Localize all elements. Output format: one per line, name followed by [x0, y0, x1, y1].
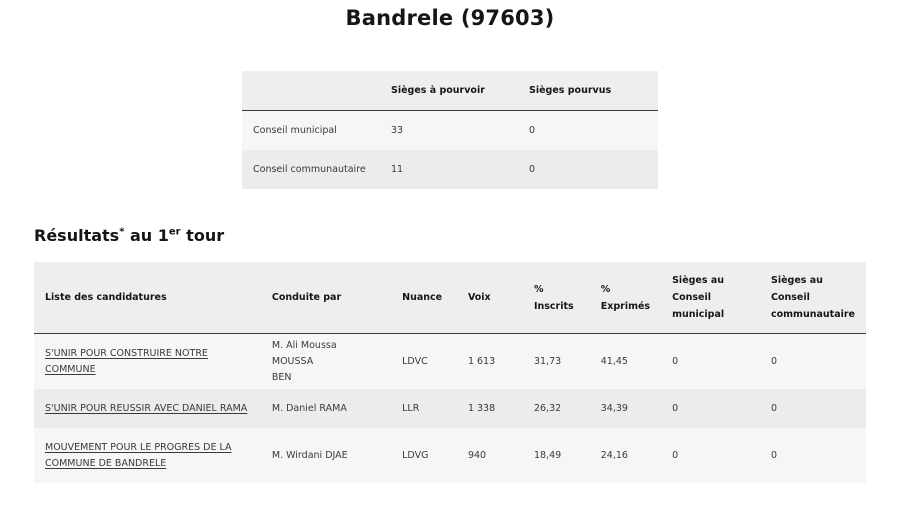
cell-seats-municipal: 0	[661, 389, 760, 428]
list-link[interactable]: S'UNIR POUR REUSSIR AVEC DANIEL RAMA	[45, 402, 248, 414]
header-list: Liste des candidatures	[34, 262, 261, 334]
page-title: Bandrele (97603)	[345, 6, 555, 30]
cell-nuance: LDVC	[391, 334, 457, 390]
cell-seats-communautaire: 0	[760, 389, 866, 428]
seats-cell-label: Conseil communautaire	[242, 150, 380, 189]
header-lead: Conduite par	[261, 262, 391, 334]
header-seats-communautaire	[760, 262, 866, 334]
cell-voix: 940	[457, 428, 523, 483]
header-seats-municipal	[661, 262, 760, 334]
header-cc-line1: Sièges au	[771, 275, 823, 286]
cell-exprimes: 24,16	[590, 428, 661, 483]
cell-nuance: LLR	[391, 389, 457, 428]
cell-lead: M. Wirdani DJAE	[261, 428, 391, 483]
header-voix: Voix	[457, 262, 523, 334]
header-cc-line3: communautaire	[771, 309, 855, 320]
list-link[interactable]	[45, 442, 232, 469]
seats-cell-label: Conseil municipal	[242, 111, 380, 151]
table-row	[34, 389, 866, 428]
cell-voix: 1 613	[457, 334, 523, 390]
results-heading	[34, 226, 224, 245]
cell-lead: M. Daniel RAMA	[261, 389, 391, 428]
lead-line2: BEN	[271, 371, 292, 383]
header-cc-line2: Conseil	[771, 292, 810, 303]
cell-nuance: LDVG	[391, 428, 457, 483]
results-header-row	[34, 262, 866, 334]
list-link-line1: MOUVEMENT POUR LE PROGRES DE LA	[45, 441, 232, 453]
cell-voix: 1 338	[457, 389, 523, 428]
results-heading-mid: au 1	[124, 226, 169, 245]
cell-seats-communautaire: 0	[760, 428, 866, 483]
cell-list	[34, 389, 261, 428]
seats-header-to-fill: Sièges à pourvoir	[380, 71, 518, 111]
results-heading-sup: er	[168, 226, 181, 238]
header-inscrits-line1: %	[533, 283, 544, 295]
seats-cell-filled: 0	[518, 111, 658, 151]
list-link-line2: COMMUNE DE BANDRELE	[45, 457, 167, 469]
header-cm-line2: Conseil	[672, 292, 711, 303]
cell-inscrits: 31,73	[523, 334, 590, 390]
results-heading-end: tour	[180, 226, 225, 245]
results-heading-star: *	[119, 226, 125, 238]
list-link-line2: COMMUNE	[45, 363, 96, 375]
results-table	[34, 262, 866, 483]
cell-seats-communautaire: 0	[760, 334, 866, 390]
header-exprimes-line1: %	[600, 283, 611, 295]
seats-row-communautaire	[242, 150, 658, 189]
seats-header-row	[242, 71, 658, 111]
cell-exprimes: 34,39	[590, 389, 661, 428]
table-row	[34, 428, 866, 483]
header-inscrits-line2: Inscrits	[533, 300, 574, 312]
cell-exprimes: 41,45	[590, 334, 661, 390]
seats-cell-to-fill: 11	[380, 150, 518, 189]
seats-row-municipal	[242, 111, 658, 151]
cell-list	[34, 334, 261, 390]
cell-seats-municipal: 0	[661, 428, 760, 483]
cell-lead	[261, 334, 391, 390]
header-cm-line3: municipal	[672, 309, 725, 320]
lead-line1: M. Ali Moussa MOUSSA	[271, 339, 337, 367]
list-link[interactable]	[45, 348, 208, 375]
header-nuance: Nuance	[391, 262, 457, 334]
seats-cell-filled: 0	[518, 150, 658, 189]
results-heading-main: Résultats	[34, 226, 120, 245]
cell-inscrits: 18,49	[523, 428, 590, 483]
seats-header-empty	[242, 71, 380, 111]
header-cm-line1: Sièges au	[672, 275, 725, 286]
table-row	[34, 334, 866, 390]
header-exprimes	[590, 262, 661, 334]
header-exprimes-line2: Exprimés	[600, 300, 651, 312]
seats-cell-to-fill: 33	[380, 111, 518, 151]
cell-inscrits: 26,32	[523, 389, 590, 428]
seats-header-filled: Sièges pourvus	[518, 71, 658, 111]
header-inscrits	[523, 262, 590, 334]
cell-seats-municipal: 0	[661, 334, 760, 390]
seats-table	[242, 71, 658, 189]
cell-list	[34, 428, 261, 483]
list-link-line1: S'UNIR POUR CONSTRUIRE NOTRE	[45, 347, 208, 359]
